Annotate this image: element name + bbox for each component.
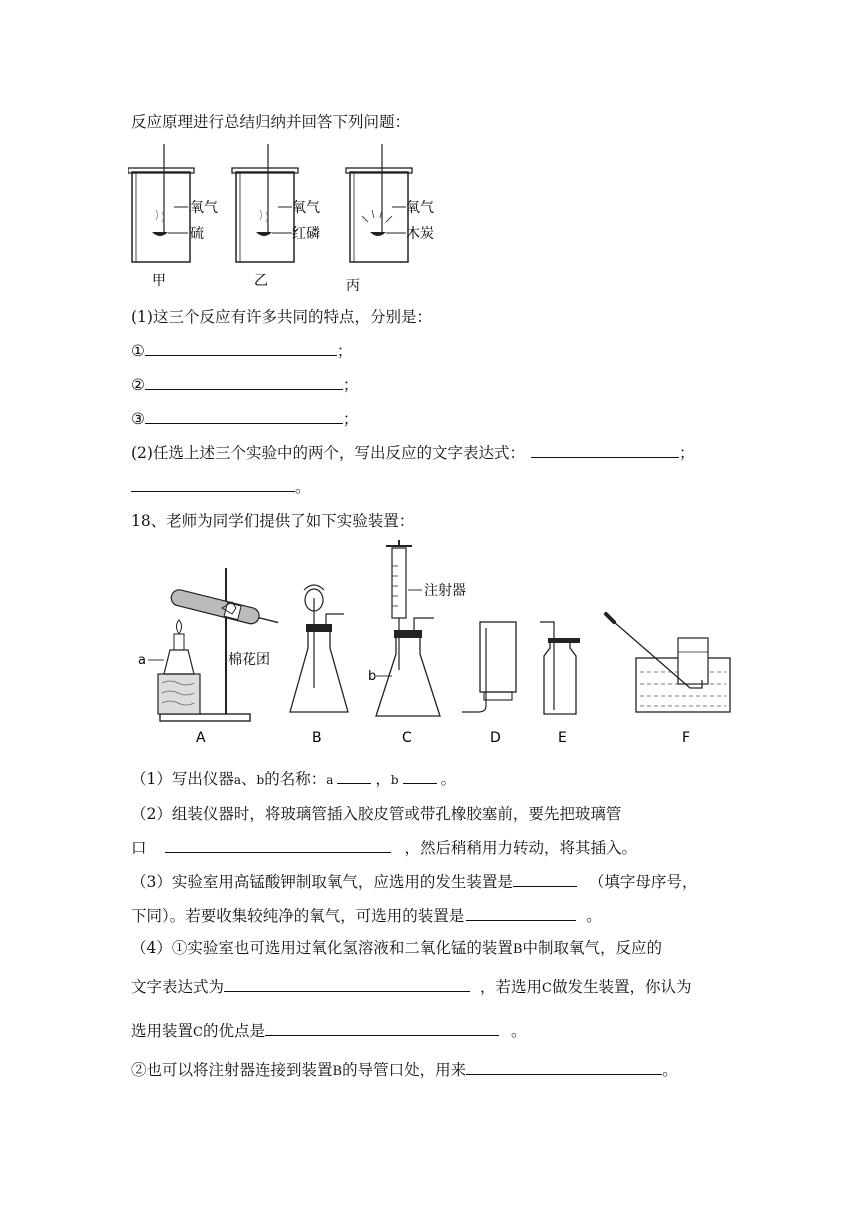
q17-part2 — [131, 441, 694, 463]
apparatus-d-caption: D — [490, 730, 501, 746]
apparatus-a — [138, 568, 280, 746]
q17-semi-1: ； — [336, 342, 353, 360]
q18-part3-line1 — [131, 870, 697, 892]
jar-jia — [128, 144, 218, 289]
q17-part2-blank-1[interactable] — [531, 442, 679, 458]
q17-blank-2[interactable] — [145, 374, 343, 390]
apparatus-b-caption: B — [312, 730, 322, 746]
q18-s4-text1: （4）①实验室也可选用过氧化氢溶液和二氧化锰的装置 — [131, 939, 513, 957]
q17-part2-blank-2[interactable] — [131, 476, 295, 492]
q18-s1-blank-a[interactable] — [337, 768, 371, 784]
q17-part2-period: 。 — [295, 478, 311, 496]
q18-s1-sep: 、 — [241, 770, 257, 788]
q18-s4-text7: 的优点是 — [202, 1022, 265, 1040]
jar-bing-gas-label: 氧气 — [406, 200, 434, 216]
q18-s4-end2: 。 — [662, 1061, 678, 1079]
q18-part1 — [131, 767, 456, 789]
apparatus-a-caption: A — [196, 730, 206, 746]
q18-s4-blank-1[interactable] — [224, 976, 470, 992]
q18-s3-end: 。 — [586, 907, 602, 925]
q17-semi-3: ； — [342, 410, 359, 428]
q18-part3-line2 — [131, 904, 602, 926]
q18-s4-sym-c2: C — [193, 1025, 203, 1040]
apparatus-c — [368, 540, 466, 746]
q17-part1: (1)这三个反应有许多共同的特点，分别是： — [131, 308, 432, 326]
q18-s4-blank-2[interactable] — [265, 1020, 499, 1036]
jar-bing-caption: 丙 — [346, 278, 360, 294]
q18-s3-text3: 下同）。若要收集较纯净的氧气，可选用的装置是 — [131, 907, 465, 925]
q18-s4-text8: ②也可以将注射器连接到装置 — [131, 1061, 333, 1079]
apparatus-e — [540, 622, 580, 746]
q18-s1-sym-a: a — [233, 773, 242, 787]
q18-s4-sym-b1: B — [512, 942, 523, 957]
apparatus-f-caption: F — [682, 730, 691, 746]
q17-mark-2: ② — [131, 376, 145, 394]
q18-s4-text2: 中制取氧气，反应的 — [522, 939, 662, 957]
q18-s1-sym-b: b — [256, 773, 265, 787]
q18-part4-line4 — [131, 1058, 678, 1080]
q18-part4-line2 — [131, 975, 692, 997]
q17-answer-1 — [131, 339, 352, 361]
q17-part2-line2 — [131, 475, 311, 497]
apparatus-f — [606, 614, 730, 746]
q18-s1-text2: 的名称： — [264, 770, 327, 788]
q18-s1-answer-a-label: a — [326, 773, 334, 787]
lab-apparatus-figure — [130, 538, 740, 748]
q18-s3-text2: （填字母序号， — [588, 873, 698, 891]
q18-s4-sym-c1: C — [542, 981, 552, 996]
q18-s2-blank[interactable] — [165, 837, 391, 853]
q18-part4-line1 — [131, 936, 662, 958]
apparatus-c-caption: C — [402, 730, 412, 746]
q17-answer-3 — [131, 407, 358, 429]
q18-s4-text9: 的导管口处，用来 — [342, 1061, 467, 1079]
q18-s1-end: 。 — [440, 770, 457, 788]
jar-jia-caption: 甲 — [152, 273, 166, 289]
q18-s4-sym-b2: B — [332, 1064, 343, 1079]
q18-s4-end: 。 — [510, 1022, 527, 1040]
jar-bing — [346, 144, 434, 294]
q17-part2-text: (2)任选上述三个实验中的两个，写出反应的文字表达式： — [131, 444, 525, 462]
q18-part4-line3 — [131, 1019, 527, 1041]
q18-s2-end: ，然后稍稍用力转动，将其插入。 — [404, 839, 638, 857]
jar-yi-caption: 乙 — [254, 273, 268, 289]
q18-s3-text1: （3）实验室用高锰酸钾制取氧气，应选用的发生装置是 — [131, 873, 513, 891]
q18-title: 18、老师为同学们提供了如下实验装置： — [131, 512, 415, 530]
q18-part2-line1: （2）组装仪器时，将玻璃管插入胶皮管或带孔橡胶塞前，要先把玻璃管 — [131, 805, 622, 823]
jar-yi-substance-label: 红磷 — [292, 226, 320, 242]
q17-semi-2: ； — [342, 376, 359, 394]
q18-s4-text4: ，若选用 — [480, 978, 543, 996]
q18-s1-answer-b-label: b — [390, 773, 399, 787]
q18-s1-comma: ， — [375, 770, 391, 788]
q18-s4-blank-3[interactable] — [466, 1059, 662, 1075]
q18-part2-line2 — [131, 836, 637, 858]
q18-s1-text: （1）写出仪器 — [131, 770, 234, 788]
jar-jia-gas-label: 氧气 — [190, 200, 218, 216]
instrument-a-label: a — [138, 653, 146, 668]
q17-answer-2 — [131, 373, 358, 395]
q18-s3-blank-2[interactable] — [466, 905, 576, 921]
jar-yi — [232, 144, 320, 289]
jar-bing-substance-label: 木炭 — [406, 226, 434, 242]
jar-jia-substance-label: 硫 — [190, 226, 204, 242]
apparatus-d — [462, 622, 516, 746]
q17-blank-3[interactable] — [145, 408, 343, 424]
instrument-b-label: b — [368, 669, 377, 684]
intro-line: 反应原理进行总结归纳并回答下列问题： — [131, 113, 411, 131]
apparatus-e-caption: E — [558, 730, 567, 746]
q17-mark-1: ① — [131, 342, 145, 360]
q18-s2-start: 口 — [131, 839, 147, 857]
q17-mark-3: ③ — [131, 410, 145, 428]
syringe-label: 注射器 — [424, 583, 466, 599]
combustion-jars-figure — [128, 140, 448, 300]
q17-blank-1[interactable] — [145, 340, 337, 356]
q18-s4-text5: 做发生装置，你认为 — [551, 978, 692, 996]
jar-yi-gas-label: 氧气 — [292, 200, 320, 216]
q18-s3-blank-1[interactable] — [513, 871, 577, 887]
apparatus-b — [290, 585, 348, 746]
q17-part2-semi: ； — [678, 444, 695, 462]
q18-s4-text3: 文字表达式为 — [131, 978, 225, 996]
q18-s4-text6: 选用装置 — [131, 1022, 194, 1040]
q18-s1-blank-b[interactable] — [403, 768, 437, 784]
cotton-label: 棉花团 — [228, 652, 270, 668]
